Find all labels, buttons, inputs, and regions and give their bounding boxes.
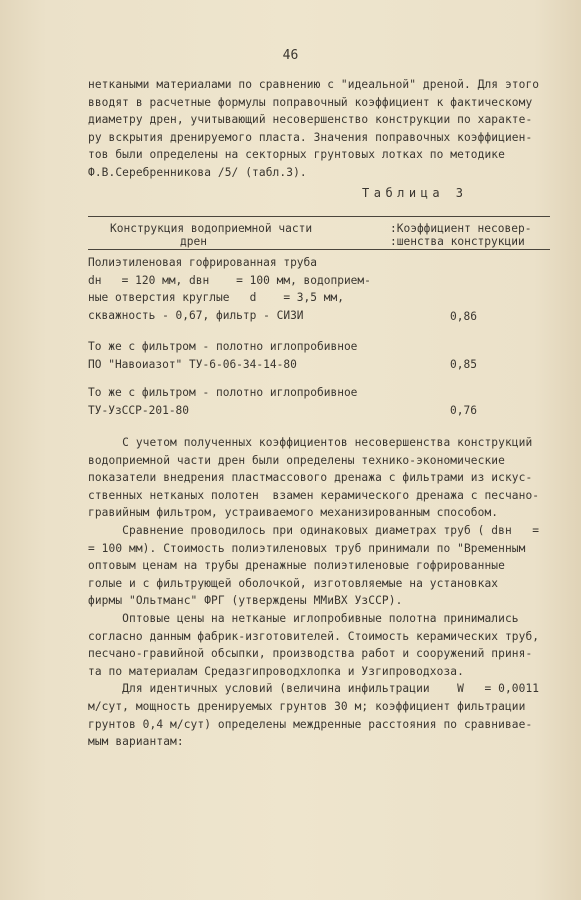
text-line: песчано-гравийной обсыпки, производства работ и сооружений приня- [88,647,533,661]
text-line: та по материалам Средазгипроводхлопка и Узгипроводхоза. [88,664,464,678]
intro-paragraph [88,76,550,182]
text-line: ственных нетканых полотен взамен керамического дренажа с песчано- [88,488,540,502]
text-line: диаметру дрен, учитывающий несовершенство конструкции по характе- [88,113,533,127]
text-line: мым вариантам: [88,735,184,749]
text-line: Сравнение проводилось при одинаковых диаметрах труб ( dвн = [88,523,540,537]
text-line: ру вскрытия дренируемого пласта. Значения поправочных коэффициен- [88,130,533,144]
row-line: ные отверстия круглые d = 3,5 мм, [88,291,344,305]
page-number: 46 [282,48,299,63]
header-line: :шенства конструкции [390,235,525,248]
text-line: вводят в расчетные формулы поправочный коэффициент к фактическому [88,95,533,109]
table-top-rule [88,216,550,217]
row-line: скважность - 0,67, фильтр - СИЗИ [88,308,304,322]
row-line: Полиэтиленовая гофрированная труба [88,256,318,269]
row-value: 0,86 [450,310,477,324]
body-text [88,434,550,751]
row-line: ПО "Навоиазот" ТУ-6-06-34-14-80 [88,357,297,371]
text-line: голые и с фильтрующей оболочкой, изготовляемые на установках [88,576,499,590]
text-line: м/сут, мощность дренируемых грунтов 30 м; коэффициент фильтрации [88,699,526,713]
table-row [88,254,550,326]
text-line: водоприемной части дрен были определены технико-экономические [88,453,505,467]
table-row [88,384,550,420]
row-line: ТУ-УзССР-201-80 [88,403,190,417]
text-line: грунтов 0,4 м/сут) определены междренные расстояния по сравнивае- [88,717,533,731]
row-value: 0,85 [450,358,477,372]
table-title: Таблица 3 [362,186,468,200]
row-line: То же с фильтром - полотно иглопробивное [88,386,358,399]
text-line: неткаными материалами по сравнению с "идеальной" дреной. Для этого [88,78,540,91]
text-line: тов были определены на секторных грунтовых лотках по методике [88,148,505,162]
header-line: :Коэффициент несовер- [390,222,532,235]
table-row [88,338,550,374]
text-line: С учетом полученных коэффициентов несовершенства конструкций [88,436,533,449]
header-line: Конструкция водоприемной части [110,222,313,235]
text-line: оптовым ценам на трубы дренажные полиэтиленовые гофрированные [88,559,505,573]
table-header-col2 [390,222,531,248]
text-line: Для идентичных условий (величина инфильтрации W = 0,0011 [88,682,540,696]
table-header-col1 [110,222,312,248]
row-value: 0,76 [450,404,477,418]
text-line: гравийным фильтром, устраиваемого механизированным способом. [88,506,499,520]
text-line: Оптовые цены на нетканые иглопробивные полотна принимались [88,611,519,625]
text-line: фирмы "Ольтманс" ФРГ (утверждены ММиВХ УзССР). [88,594,403,608]
header-line: дрен [180,235,207,248]
text-line: согласно данным фабрик-изготовителей. Стоимость керамических труб, [88,629,540,643]
row-line: dн = 120 мм, dвн = 100 мм, водоприем- [88,273,371,287]
text-line: показатели внедрения пластмассового дренажа с фильтрами из искус- [88,471,533,485]
table-header-rule [88,249,550,250]
text-line: Ф.В.Серебренникова /5/ (табл.3). [88,165,307,179]
row-line: То же с фильтром - полотно иглопробивное [88,340,358,353]
text-line: = 100 мм). Стоимость полиэтиленовых труб принимали по "Временным [88,541,526,555]
